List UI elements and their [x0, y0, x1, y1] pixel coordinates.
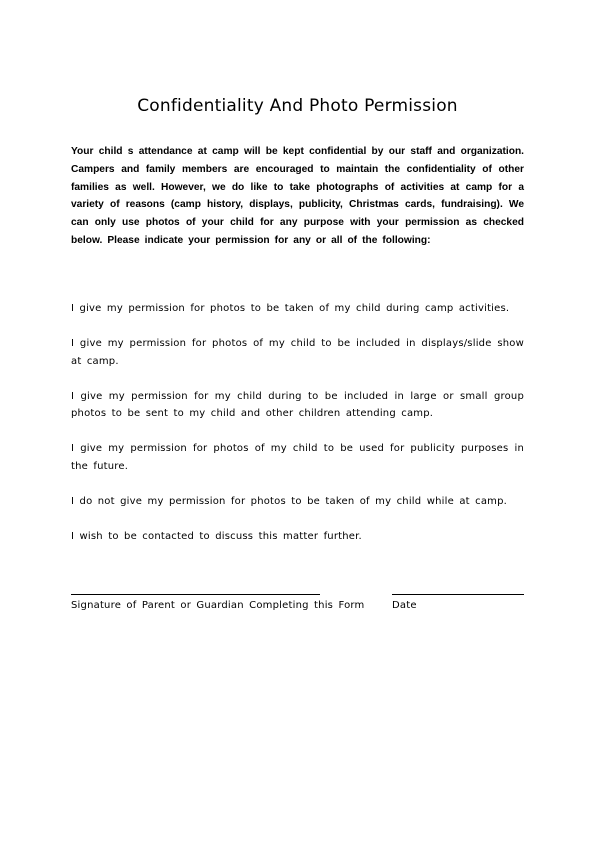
date-line — [392, 594, 524, 595]
permission-option-no-photos: I do not give my permission for photos to be taken of my child while at camp. — [71, 495, 508, 507]
signature-line — [71, 594, 320, 595]
permission-options-list — [71, 300, 524, 545]
signature-block — [71, 584, 524, 624]
permission-option-displays: I give my permission for photos of my child to be included in displays/slide show at camp. — [71, 338, 524, 367]
permission-option-group-photos: I give my permission for my child during to be included in large or small group photos to be sent to my child and other children attending camp. — [71, 390, 524, 419]
permission-option-contact: I wish to be contacted to discuss this matter further. — [71, 530, 362, 542]
signature-label: Signature of Parent or Guardian Completing this Form — [71, 600, 365, 611]
page-title: Confidentiality And Photo Permission — [137, 96, 458, 116]
date-label: Date — [392, 600, 417, 611]
permission-option-publicity: I give my permission for photos of my child to be used for publicity purposes in the future. — [71, 443, 524, 472]
permission-option-camp-activities: I give my permission for photos to be taken of my child during camp activities. — [71, 303, 510, 314]
intro-paragraph: Your child s attendance at camp will be kept confidential by our staff and organization. Campers and family members are encouraged to maintain the confidentiality of other families as well. However, we do like to take photographs of activities at camp for a variety of reasons (camp history, displays, publicity, Christmas cards, fundraising). We can only use photos of your child for any purpose with your permission as checked below. Please indicate your permission for any or all of the following: — [71, 146, 524, 246]
